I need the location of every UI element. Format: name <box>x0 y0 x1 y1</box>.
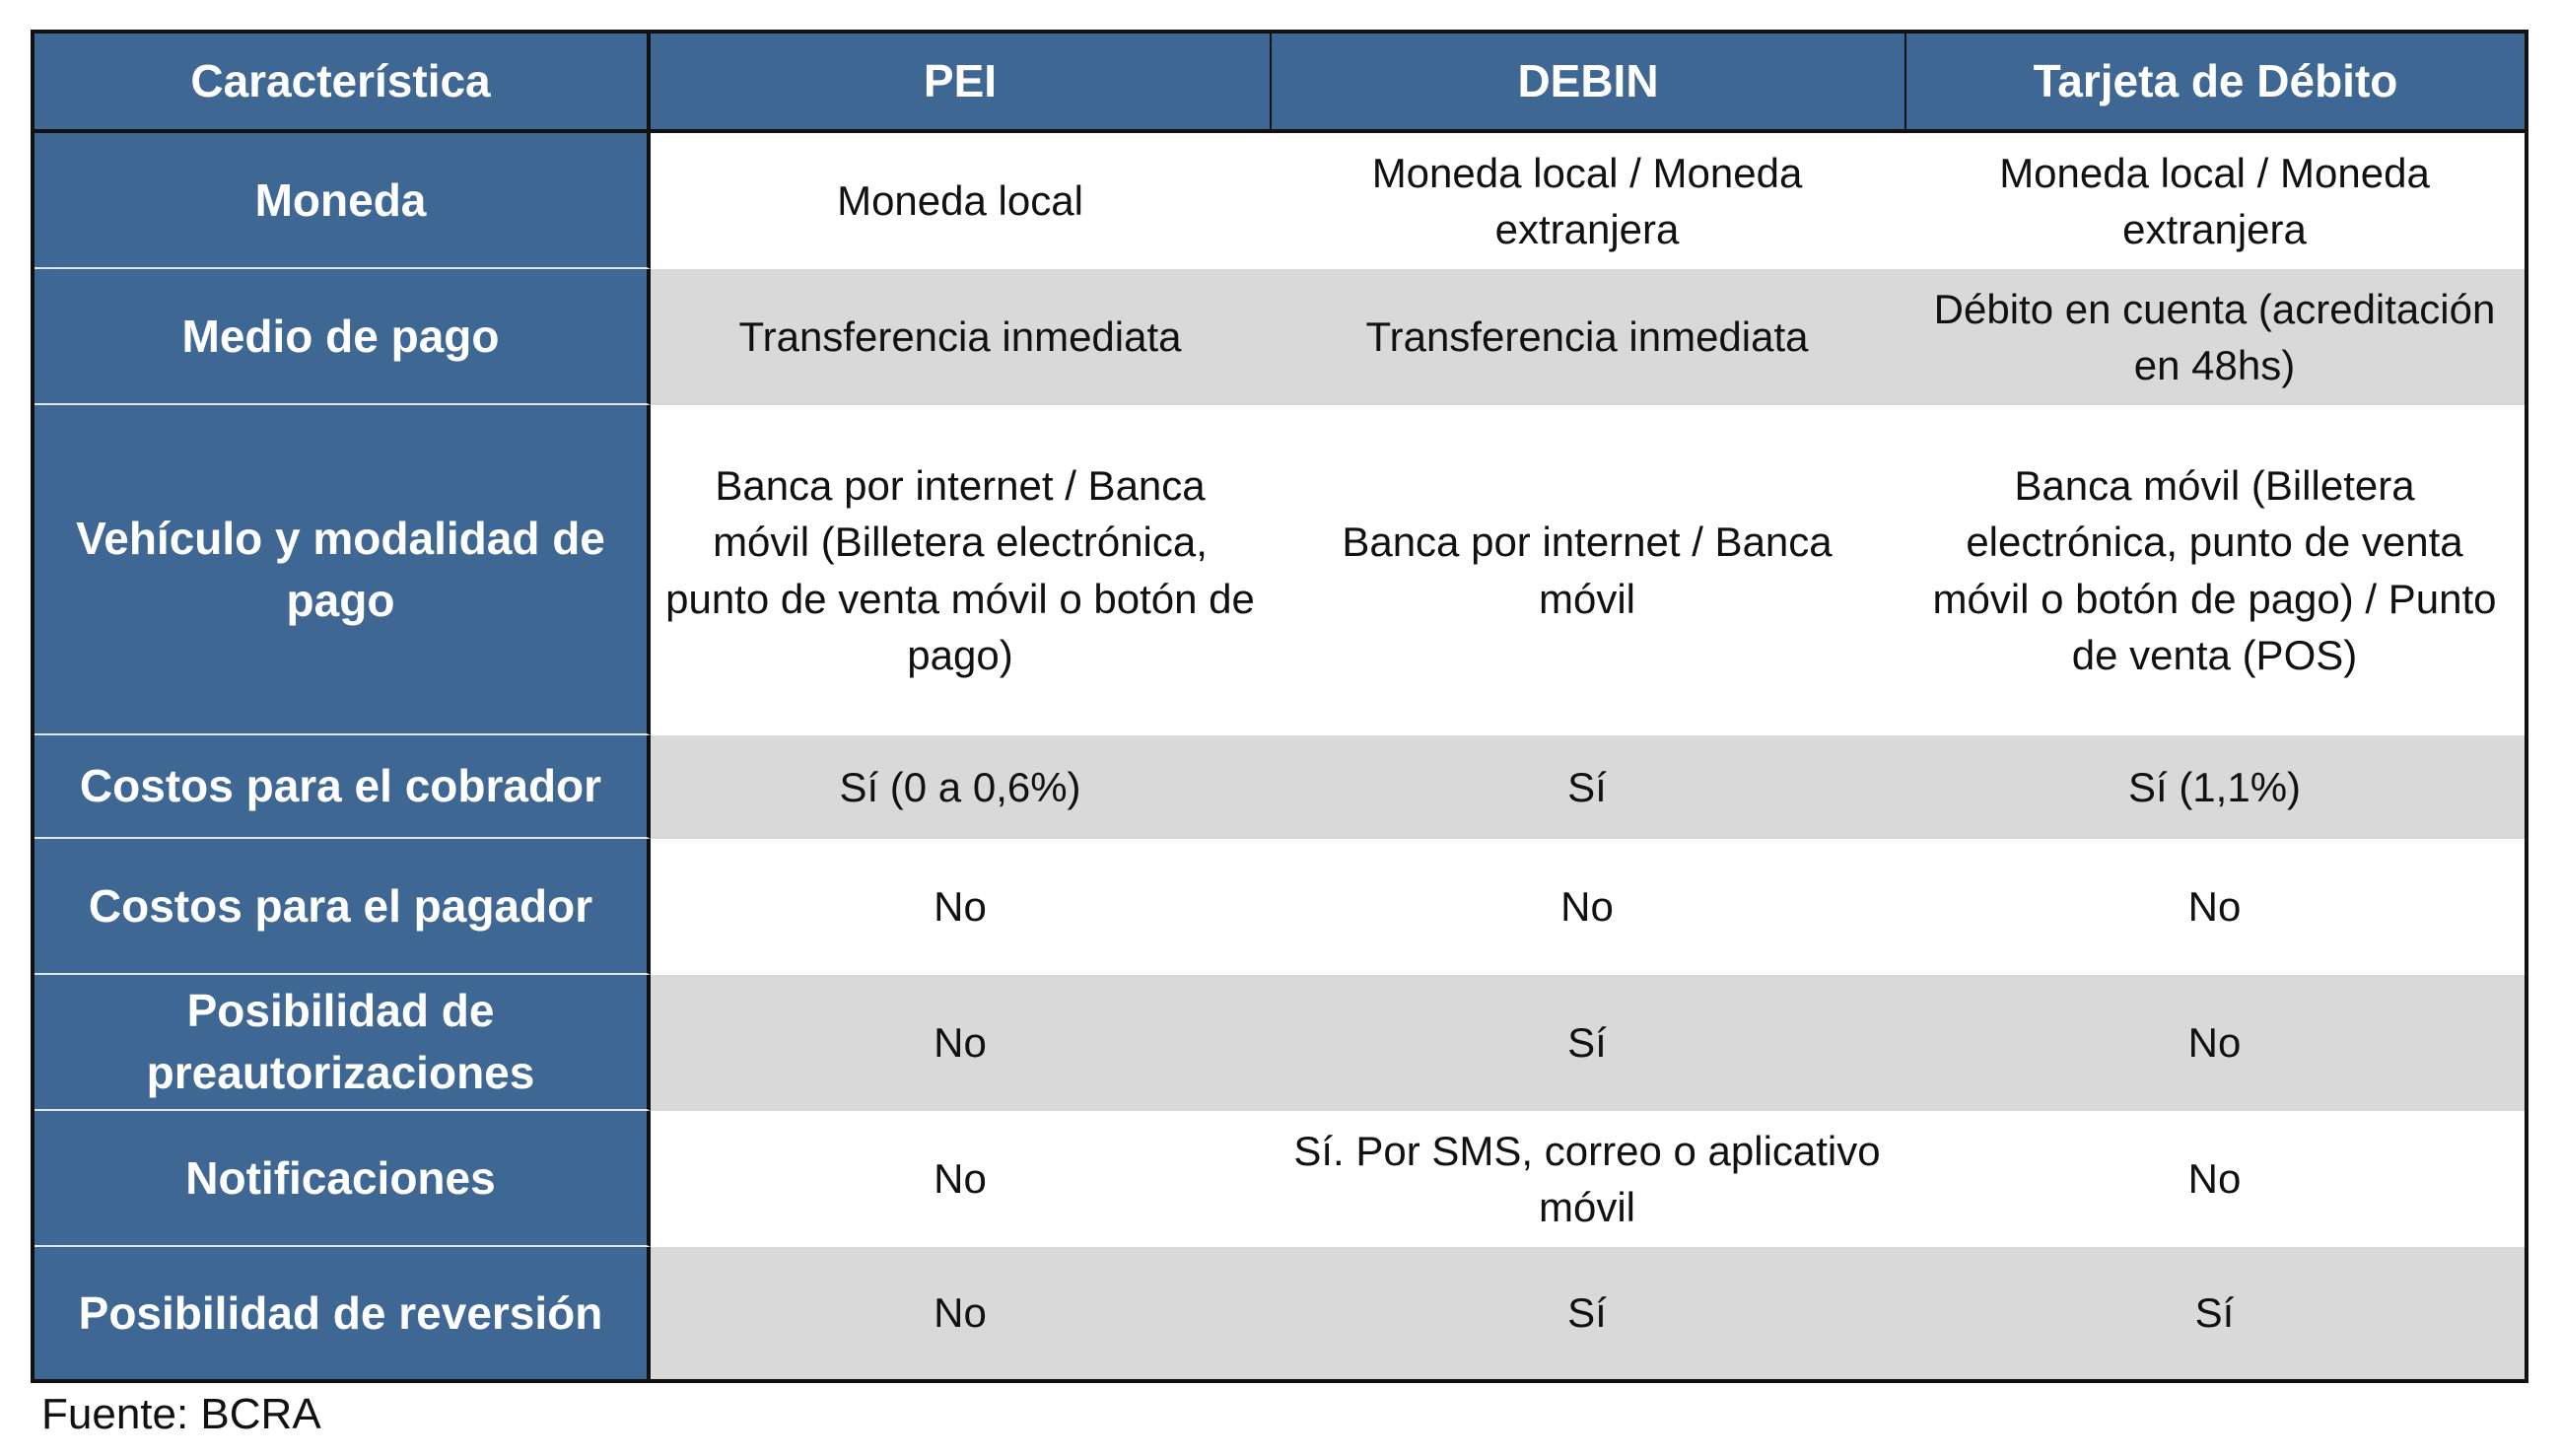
row-label-notificaciones: Notificaciones <box>35 1111 651 1247</box>
header-debin: DEBIN <box>1270 34 1904 133</box>
row-label-reversion: Posibilidad de reversión <box>35 1247 651 1379</box>
cell-vehiculo-tarjeta: Banca móvil (Billetera electrónica, punto de venta móvil o botón de pago) / Punto de venta (POS) <box>1904 405 2525 735</box>
header-tarjeta-debito: Tarjeta de Débito <box>1904 34 2525 133</box>
cell-cobrador-tarjeta: Sí (1,1%) <box>1904 735 2525 839</box>
comparison-table <box>31 30 2528 1383</box>
cell-cobrador-debin: Sí <box>1270 735 1904 839</box>
cell-preaut-tarjeta: No <box>1904 975 2525 1111</box>
cell-vehiculo-debin: Banca por internet / Banca móvil <box>1270 405 1904 735</box>
header-caracteristica: Característica <box>35 34 651 133</box>
cell-cobrador-pei: Sí (0 a 0,6%) <box>651 735 1270 839</box>
cell-vehiculo-pei: Banca por internet / Banca móvil (Billetera electrónica, punto de venta móvil o botón de pago) <box>651 405 1270 735</box>
cell-reversion-pei: No <box>651 1247 1270 1379</box>
row-label-medio-de-pago: Medio de pago <box>35 269 651 405</box>
header-pei: PEI <box>651 34 1270 133</box>
cell-reversion-debin: Sí <box>1270 1247 1904 1379</box>
cell-moneda-pei: Moneda local <box>651 133 1270 269</box>
cell-pagador-pei: No <box>651 839 1270 975</box>
cell-pagador-tarjeta: No <box>1904 839 2525 975</box>
cell-medio-tarjeta: Débito en cuenta (acreditación en 48hs) <box>1904 269 2525 405</box>
cell-reversion-tarjeta: Sí <box>1904 1247 2525 1379</box>
row-label-costos-pagador: Costos para el pagador <box>35 839 651 975</box>
row-label-costos-cobrador: Costos para el cobrador <box>35 735 651 839</box>
cell-preaut-pei: No <box>651 975 1270 1111</box>
row-label-vehiculo: Vehículo y modalidad de pago <box>35 405 651 735</box>
cell-moneda-debin: Moneda local / Moneda extranjera <box>1270 133 1904 269</box>
cell-notif-debin: Sí. Por SMS, correo o aplicativo móvil <box>1270 1111 1904 1247</box>
cell-medio-pei: Transferencia inmediata <box>651 269 1270 405</box>
cell-notif-pei: No <box>651 1111 1270 1247</box>
cell-moneda-tarjeta: Moneda local / Moneda extranjera <box>1904 133 2525 269</box>
cell-preaut-debin: Sí <box>1270 975 1904 1111</box>
row-label-moneda: Moneda <box>35 133 651 269</box>
row-label-preautorizaciones: Posibilidad de preautorizaciones <box>35 975 651 1111</box>
cell-pagador-debin: No <box>1270 839 1904 975</box>
source-note: Fuente: BCRA <box>41 1390 321 1438</box>
cell-notif-tarjeta: No <box>1904 1111 2525 1247</box>
cell-medio-debin: Transferencia inmediata <box>1270 269 1904 405</box>
